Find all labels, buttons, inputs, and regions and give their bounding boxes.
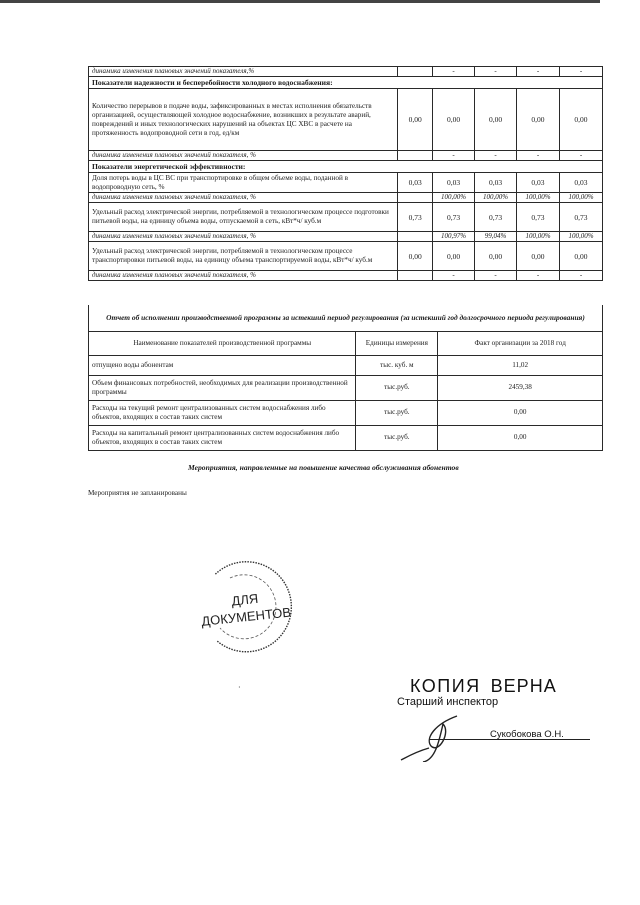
indicator-value: - xyxy=(433,67,475,77)
indicator-label: динамика изменения плановых значений показателя,% xyxy=(89,67,398,77)
indicator-value: - xyxy=(517,151,560,161)
indicator-value: - xyxy=(475,271,517,281)
indicator-value: 0,00 xyxy=(398,89,433,151)
dynamics-row xyxy=(89,271,603,281)
inspector-title: Старший инспектор xyxy=(397,696,499,708)
indicator-value: 0,00 xyxy=(475,242,517,271)
document-stamp xyxy=(190,548,305,663)
true-word: ВЕРНА xyxy=(490,676,557,696)
table-row xyxy=(89,355,603,375)
table-row xyxy=(89,425,603,450)
dynamics-row xyxy=(89,193,603,203)
signatory-name: Сукобокова О.Н. xyxy=(490,729,564,740)
indicators-table xyxy=(88,66,603,281)
indicator-value: - xyxy=(559,151,602,161)
section-header-row xyxy=(89,77,603,89)
indicator-value xyxy=(398,193,433,203)
indicator-value: 100,00% xyxy=(433,193,475,203)
indicator-value: - xyxy=(517,67,560,77)
production-program-report-table xyxy=(88,305,603,451)
row-value: 0,00 xyxy=(438,400,603,425)
indicator-value: 0,00 xyxy=(433,242,475,271)
header-indicator-name: Наименование показателей производственной программы xyxy=(89,331,356,355)
indicator-value: 0,00 xyxy=(559,242,602,271)
indicator-value: - xyxy=(433,151,475,161)
indicator-value xyxy=(398,232,433,242)
row-value: 11,02 xyxy=(438,355,603,375)
indicator-row xyxy=(89,173,603,193)
section-header-row xyxy=(89,161,603,173)
indicator-value: 0,03 xyxy=(559,173,602,193)
indicator-value: - xyxy=(433,271,475,281)
indicator-value: 0,73 xyxy=(559,203,602,232)
row-unit: тыс.руб. xyxy=(356,400,438,425)
indicator-row xyxy=(89,203,603,232)
indicator-value: 100,00% xyxy=(517,232,560,242)
stamp-line-2: ДОКУМЕНТОВ xyxy=(200,604,292,629)
indicator-row xyxy=(89,89,603,151)
indicator-row xyxy=(89,242,603,271)
indicator-value: 0,00 xyxy=(475,89,517,151)
indicator-value: 0,00 xyxy=(559,89,602,151)
copy-word: КОПИЯ xyxy=(410,676,481,696)
indicator-value xyxy=(398,271,433,281)
indicator-value: - xyxy=(475,151,517,161)
indicator-label: динамика изменения плановых значений показателя, % xyxy=(89,232,398,242)
indicator-value xyxy=(398,151,433,161)
indicator-value: 0,00 xyxy=(398,242,433,271)
report-title: Отчет об исполнении производственной программы за истекший период регулирования (за истекший год долгосрочного периода регулирования) xyxy=(89,305,603,331)
indicator-value: 0,03 xyxy=(517,173,560,193)
indicator-value: 100,00% xyxy=(559,232,602,242)
stamp-line-1: ДЛЯ xyxy=(230,590,259,609)
indicator-value: 0,00 xyxy=(517,242,560,271)
header-fact-2018: Факт организации за 2018 год xyxy=(438,331,603,355)
row-name: Объем финансовых потребностей, необходимых для реализации производственной программы xyxy=(89,375,356,400)
scan-mark: · xyxy=(238,683,241,692)
row-value: 2459,38 xyxy=(438,375,603,400)
row-unit: тыс.руб. xyxy=(356,425,438,450)
indicator-value: 0,00 xyxy=(433,89,475,151)
header-unit: Единицы измерения xyxy=(356,331,438,355)
dynamics-row xyxy=(89,232,603,242)
row-unit: тыс.руб. xyxy=(356,375,438,400)
row-name: Расходы на капитальный ремонт централизованных систем водоснабжения либо объектов, входящих в состав таких систем xyxy=(89,425,356,450)
indicator-value: 0,03 xyxy=(398,173,433,193)
row-unit: тыс. куб. м xyxy=(356,355,438,375)
indicator-label: Количество перерывов в подаче воды, зафиксированных в местах исполнения обязательств организацией, осуществляющей холодное водоснабжение, возникших в результате аварий, повреждений и иных технологических нарушений на объектах ЦС ХВС в расчете на протяженность водопроводной сети в год, ед/км xyxy=(89,89,398,151)
indicator-label: Удельный расход электрической энергии, потребляемой в технологическом процессе подготовки питьевой воды, на единицу объема воды, отпускаемой в сеть, кВт*ч/ куб.м xyxy=(89,203,398,232)
indicator-value: 0,73 xyxy=(475,203,517,232)
indicator-value: 0,73 xyxy=(398,203,433,232)
dynamics-row xyxy=(89,151,603,161)
indicator-value: 0,00 xyxy=(517,89,560,151)
indicator-label: динамика изменения плановых значений показателя, % xyxy=(89,151,398,161)
indicator-label: динамика изменения плановых значений показателя, % xyxy=(89,193,398,203)
dynamics-row xyxy=(89,67,603,77)
indicator-label: динамика изменения плановых значений показателя, % xyxy=(89,271,398,281)
measures-heading: Мероприятия, направленные на повышение качества обслуживания абонентов xyxy=(188,463,459,472)
section-title: Показатели энергетической эффективности: xyxy=(89,161,603,173)
indicator-value: 100,97% xyxy=(433,232,475,242)
table-row xyxy=(89,400,603,425)
indicator-value: 0,73 xyxy=(517,203,560,232)
indicator-value: 0,03 xyxy=(433,173,475,193)
row-name: Расходы на текущий ремонт централизованных систем водоснабжения либо объектов, входящих в состав таких систем xyxy=(89,400,356,425)
indicator-value: - xyxy=(559,67,602,77)
certified-copy-stamp xyxy=(410,676,557,697)
table-row xyxy=(89,375,603,400)
indicator-value: 0,03 xyxy=(475,173,517,193)
indicator-value: 100,00% xyxy=(517,193,560,203)
measures-note: Мероприятия не запланированы xyxy=(88,489,187,497)
page-top-border xyxy=(0,0,600,3)
indicator-value: - xyxy=(517,271,560,281)
indicator-label: Удельный расход электрической энергии, потребляемой в технологическом процессе транспортировки питьевой воды, на единицу объема транспортируемой воды, кВт*ч/ куб.м xyxy=(89,242,398,271)
indicator-value: 99,04% xyxy=(475,232,517,242)
indicator-value: 100,00% xyxy=(475,193,517,203)
row-name: отпущено воды абонентам xyxy=(89,355,356,375)
indicator-value: - xyxy=(559,271,602,281)
indicator-value xyxy=(398,67,433,77)
row-value: 0,00 xyxy=(438,425,603,450)
indicator-value: - xyxy=(475,67,517,77)
indicator-value: 100,00% xyxy=(559,193,602,203)
indicator-value: 0,73 xyxy=(433,203,475,232)
section-title: Показатели надежности и бесперебойности холодного водоснабжения: xyxy=(89,77,603,89)
indicator-label: Доля потерь воды в ЦС ВС при транспортировке в общем объеме воды, поданной в водопроводную сеть, % xyxy=(89,173,398,193)
